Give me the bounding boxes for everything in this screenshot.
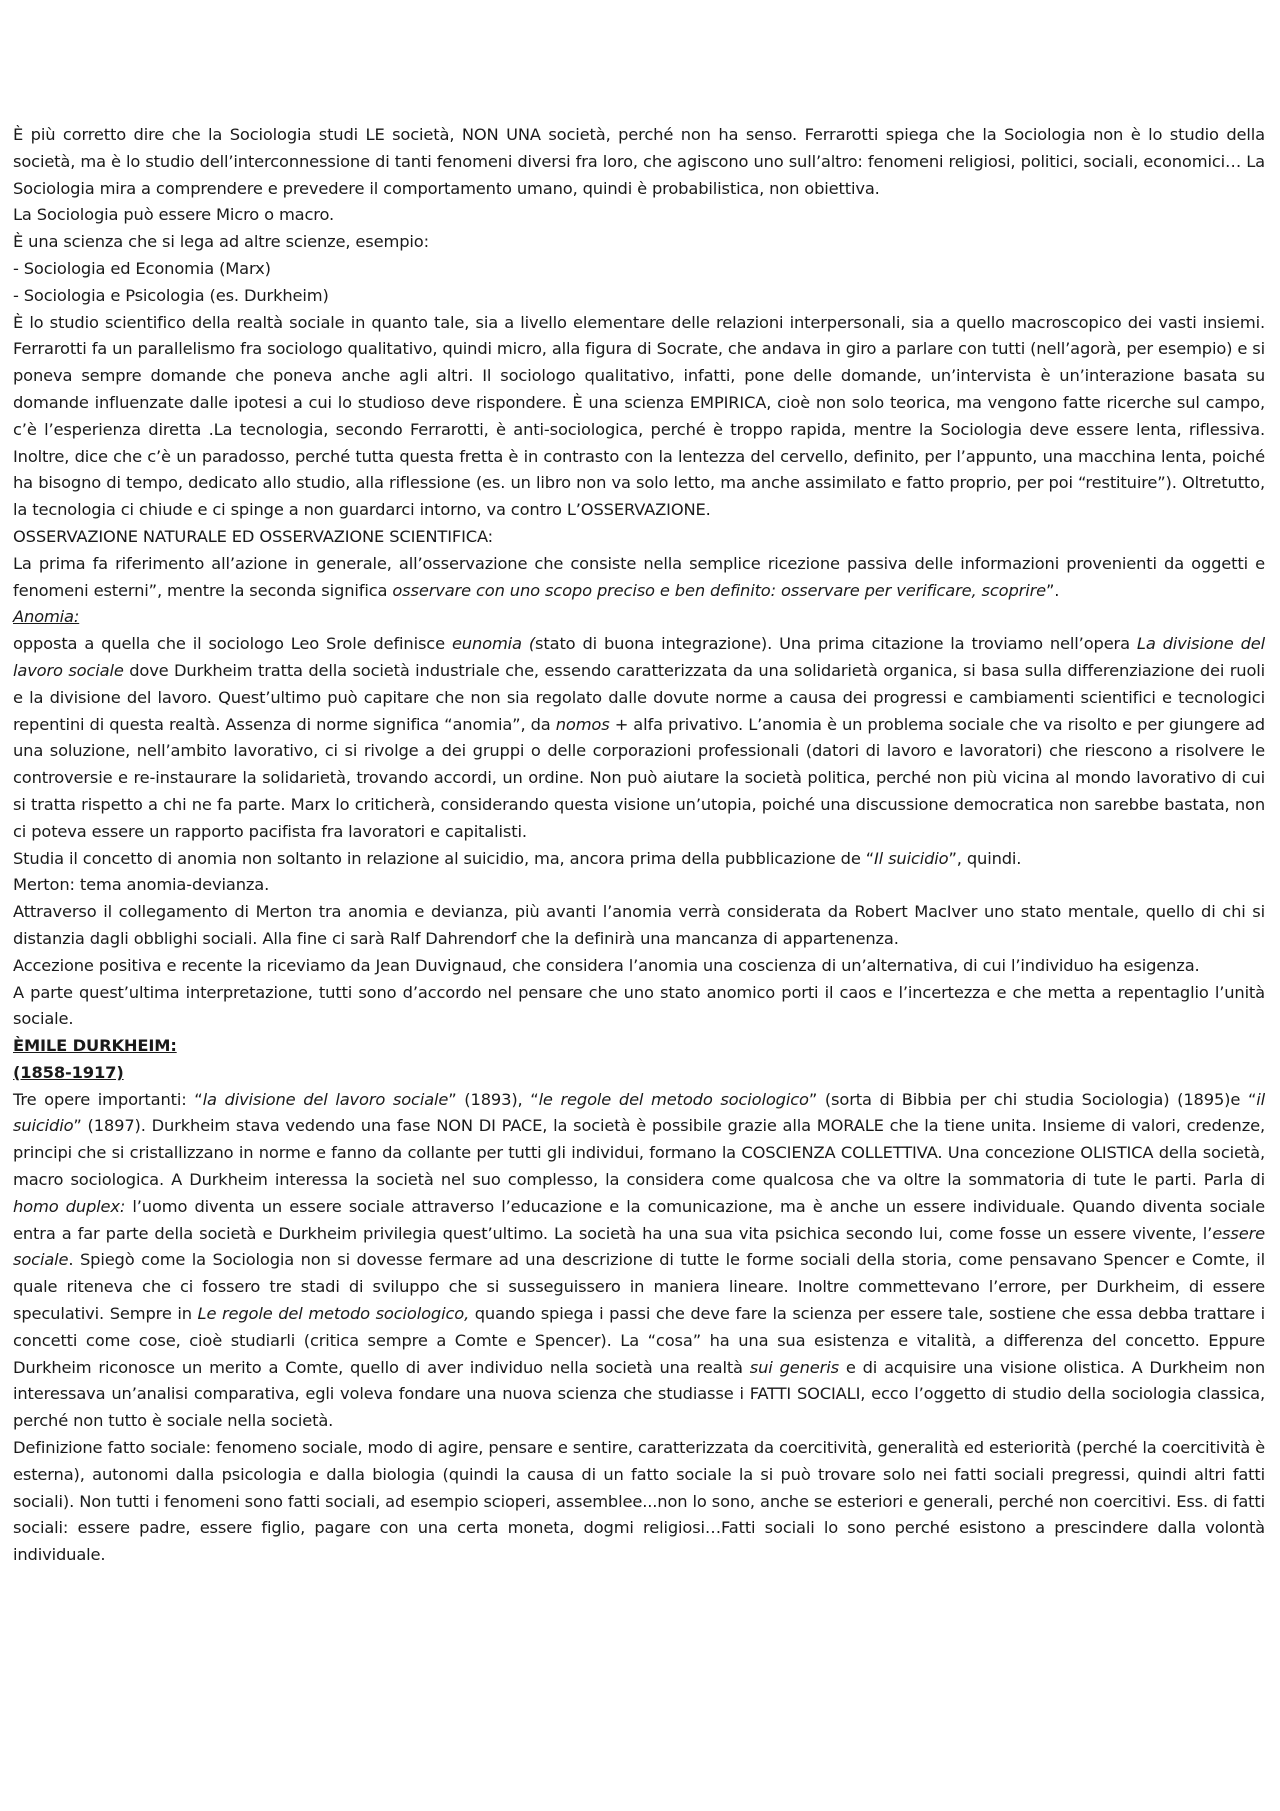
anomia-suicidio-line: Studia il concetto di anomia non soltanto in relazione al suicidio, ma, ancora prima della pubblicazione de “Il suicidio”, quindi.: [13, 848, 1022, 868]
document-page: [13, 122, 1265, 1569]
anomia-maciver-paragraph: Attraverso il collegamento di Merton tra anomia e devianza, più avanti l’anomia verrà considerata da Robert MacIver uno stato mentale, quello di chi si distanzia dagli obblighi sociali. Alla fine ci sarà Ralf Dahrendorf che la definirà una mancanza di appartenenza.: [13, 902, 1265, 948]
list-item-economia: - Sociologia ed Economia (Marx): [13, 258, 271, 278]
fatto-sociale-definition-paragraph: Definizione fatto sociale: fenomeno sociale, modo di agire, pensare e sentire, caratterizzata da coercitività, generalità ed esteriorità (perché la coercitività è esterna), autonomi dalla psicologia e dalla biologia (quindi la causa di un fatto sociale la si può trovare solo nei fatti sociali pregressi, quindi altri fatti sociali). Non tutti i fenomeni sono fatti sociali, ad esempio scioperi, assemblee...non lo sono, anche se esteriori e generali, perché non coercitivi. Ess. di fatti sociali: essere padre, essere figlio, pagare con una certa moneta, dogmi religiosi…Fatti sociali lo sono perché esistono a prescindere dalla volontà individuale.: [13, 1438, 1265, 1565]
anomia-paragraph: opposta a quella che il sociologo Leo Srole definisce eunomia (stato di buona integrazione). Una prima citazione la troviamo nell’opera La divisione del lavoro sociale dove Durkheim tratta della società industriale che, essendo caratterizzata da una solidarietà organica, si basa sulla differenziazione dei ruoli e la divisione del lavoro. Quest’ultimo può capitare che non sia regolato dalle dovute norme a causa dei progressi e cambiamenti scientifici e tecnologici repentini di questa realtà. Assenza di norme significa “anomia”, da nomos + alfa privativo. L’anomia è un problema sociale che va risolto e per giungere ad una soluzione, nell’ambito lavorativo, ci si rivolge a dei gruppi o delle corporazioni professionali (datori di lavoro e lavoratori) che riescono a risolvere le controversie e re-instaurare la solidarietà, trovando accordi, un ordine. Non può aiutare la società politica, perché non più vicina al mondo lavorativo di cui si tratta rispetto a chi ne fa parte. Marx lo criticherà, considerando questa visione un’utopia, poiché una discussione democratica non sarebbe bastata, non ci poteva essere un rapporto pacifista fra lavoratori e capitalisti.: [13, 634, 1265, 841]
anomia-conclusion-paragraph: A parte quest’ultima interpretazione, tutti sono d’accordo nel pensare che uno stato anomico porti il caos e l’incertezza e che metta a repentaglio l’unità sociale.: [13, 982, 1265, 1029]
section-title-osservazione: OSSERVAZIONE NATURALE ED OSSERVAZIONE SCIENTIFICA:: [13, 526, 494, 546]
durkheim-dates: (1858-1917): [13, 1062, 124, 1082]
durkheim-paragraph: Tre opere importanti: “la divisione del lavoro sociale” (1893), “le regole del metodo sociologico” (sorta di Bibbia per chi studia Sociologia) (1895)e “il suicidio” (1897). Durkheim stava vedendo una fase NON DI PACE, la società è possibile grazie alla MORALE che la tiene unita. Insieme di valori, credenze, principi che si cristallizzano in norme e fanno da collante per tutti gli individui, formano la COSCIENZA COLLETTIVA. Una concezione OLISTICA della società, macro sociologica. A Durkheim interessa la società nel suo complesso, la considera come qualcosa che va oltre la sommatoria di tute le parti. Parla di homo duplex: l’uomo diventa un essere sociale attraverso l’educazione e la comunicazione, ma è anche un essere individuale. Quando diventa sociale entra a far parte della società e Durkheim privilegia quest’ultimo. La società ha una sua vita psichica secondo lui, come fosse un essere vivente, l’essere sociale. Spiegò come la Sociologia non si dovesse fermare ad una descrizione di tutte le forme sociali della storia, come pensavano Spencer e Comte, il quale riteneva che ci fossero tre stadi di sviluppo che si susseguissero in maniera lineare. Inoltre commettevano l’errore, per Durkheim, di essere speculativi. Sempre in Le regole del metodo sociologico, quando spiega i passi che deve fare la scienza per essere tale, sostiene che essa debba trattare i concetti come cose, cioè studiarli (critica sempre a Comte e Spencer). La “cosa” ha una sua esistenza e vitalità, a differenza del concetto. Eppure Durkheim riconosce un merito a Comte, quello di aver individuo nella società una realtà sui generis e di acquisire una visione olistica. A Durkheim non interessava un’analisi comparativa, egli voleva fondare una nuova scienza che studiasse i FATTI SOCIALI, ecco l’oggetto di studio della sociologia classica, perché non tutto è sociale nella società.: [13, 1089, 1266, 1431]
section-title-durkheim: ÈMILE DURKHEIM:: [13, 1036, 177, 1056]
intro-line-related-sciences: È una scienza che si lega ad altre scienze, esempio:: [13, 232, 429, 252]
section-title-anomia: Anomia:: [13, 607, 80, 627]
intro-paragraph: È più corretto dire che la Sociologia studi LE società, NON UNA società, perché non ha senso. Ferrarotti spiega che la Sociologia non è lo studio della società, ma è lo studio dell’interconnessione di tanti fenomeni diversi fra loro, che agiscono uno sull’altro: fenomeni religiosi, politici, sociali, economici… La Sociologia mira a comprendere e prevedere il comportamento umano, quindi è probabilistica, non obiettiva.: [13, 125, 1265, 198]
list-item-psicologia: - Sociologia e Psicologia (es. Durkheim): [13, 285, 329, 305]
intro-line-micro-macro: La Sociologia può essere Micro o macro.: [13, 205, 335, 225]
anomia-duvignaud-paragraph: Accezione positiva e recente la riceviamo da Jean Duvignaud, che considera l’anomia una coscienza di un’alternativa, di cui l’individuo ha esigenza.: [13, 955, 1200, 975]
intro-paragraph-scientific-study: È lo studio scientifico della realtà sociale in quanto tale, sia a livello elementare delle relazioni interpersonali, sia a quello macroscopico dei vasti insiemi. Ferrarotti fa un parallelismo fra sociologo qualitativo, quindi micro, alla figura di Socrate, che andava in giro a parlare con tutti (nell’agorà, per esempio) e si poneva sempre domande che poneva anche agli altri. Il sociologo qualitativo, infatti, pone delle domande, un’intervista è un’interazione basata su domande influenzate dalle ipotesi a cui lo studioso deve rispondere. È una scienza EMPIRICA, cioè non solo teorica, ma vengono fatte ricerche sul campo, c’è l’esperienza diretta .La tecnologia, secondo Ferrarotti, è anti-sociologica, perché è troppo rapida, mentre la Sociologia deve essere lenta, riflessiva. Inoltre, dice che c’è un paradosso, perché tutta questa fretta è in contrasto con la lentezza del cervello, definito, per l’appunto, una macchina lenta, poiché ha bisogno di tempo, dedicato allo studio, alla riflessione (es. un libro non va solo letto, ma anche assimilato e fatto proprio, per poi “restituire”). Oltretutto, la tecnologia ci chiude e ci spinge a non guardarci intorno, va contro L’OSSERVAZIONE.: [13, 312, 1265, 520]
osservazione-paragraph: La prima fa riferimento all’azione in generale, all’osservazione che consiste nella semplice ricezione passiva delle informazioni provenienti da oggetti e fenomeni esterni”, mentre la seconda significa osservare con uno scopo preciso e ben definito: osservare per verificare, scoprire”.: [13, 553, 1265, 600]
anomia-merton-line: Merton: tema anomia-devianza.: [13, 875, 270, 895]
